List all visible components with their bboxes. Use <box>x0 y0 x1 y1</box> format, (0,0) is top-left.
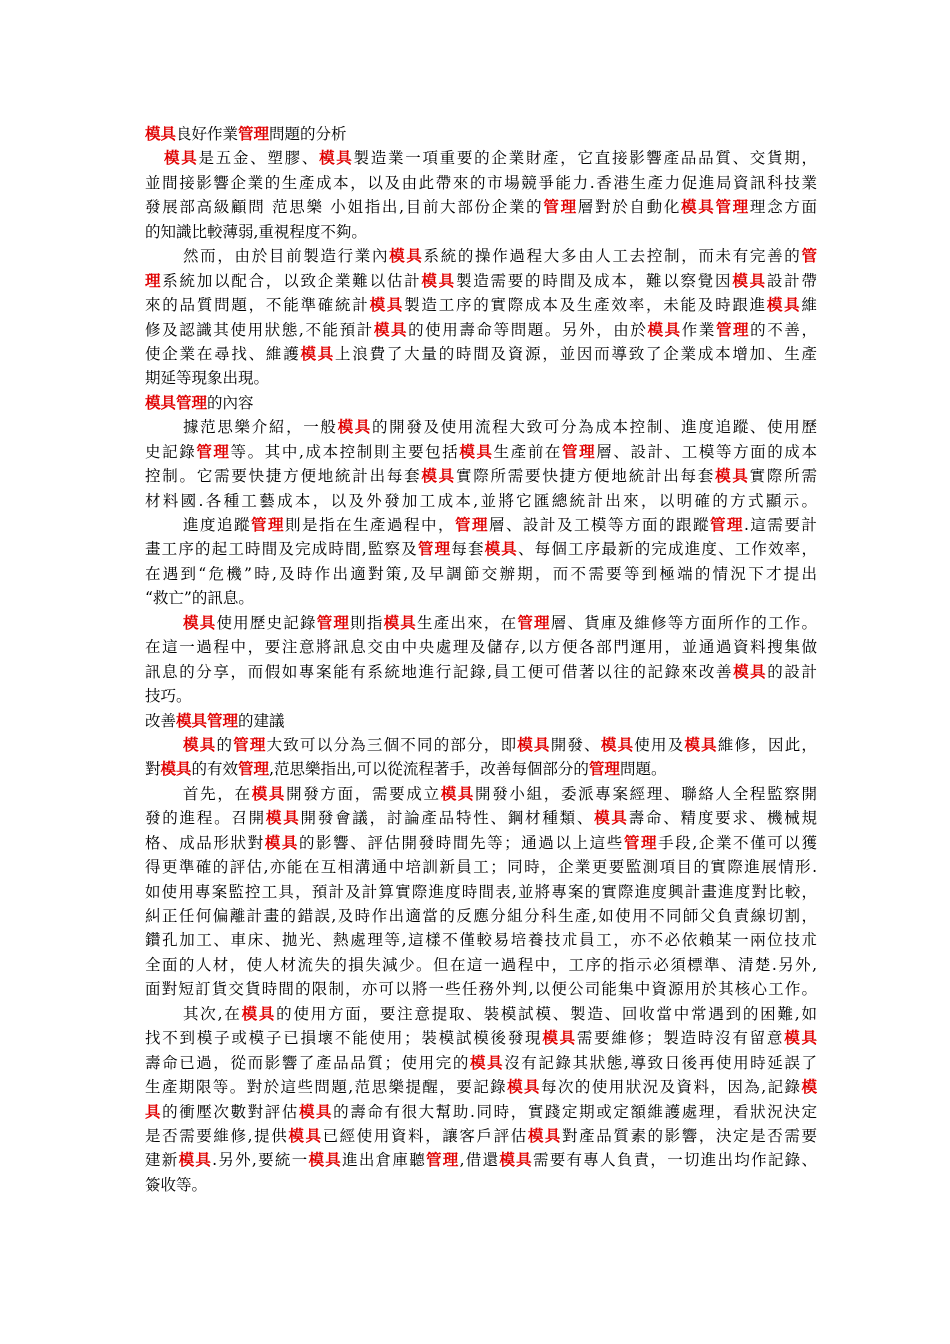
text-segment: 如使用專案監控工具，預計及計算實際進度時間表,並將專案的實際進度興計畫進度對比較， <box>145 882 817 901</box>
text-line <box>145 537 817 561</box>
text-segment: 手段,企業不僅可以獲 <box>658 833 817 852</box>
text-line <box>145 757 817 781</box>
highlighted-term: 模具 <box>160 759 192 779</box>
text-segment: 使企業在尋找、維護 <box>145 344 301 363</box>
text-segment: 發展部高級顧問 范思樂 小姐指出,目前大部份企業的 <box>145 198 544 217</box>
text-segment: 的有效 <box>191 760 239 779</box>
text-segment: 是五金、塑膠、 <box>198 149 320 168</box>
text-segment: 則指 <box>350 613 384 632</box>
highlighted-term: 模具 <box>145 124 177 143</box>
highlighted-term: 模具 <box>300 343 336 363</box>
text-segment: 據范思樂介紹，一般 <box>183 418 338 437</box>
text-segment: 對產品質素的影響，決定是否需要 <box>562 1126 817 1145</box>
text-segment: 對 <box>145 760 161 779</box>
text-segment: 層對於自動化 <box>577 198 682 217</box>
text-segment: 簽收等。 <box>145 1175 208 1194</box>
text-line <box>145 709 817 733</box>
highlighted-term: 管理 <box>588 759 620 779</box>
highlighted-term: 模具 <box>373 319 409 339</box>
text-segment: 修及認識其使用狀態,不能預計 <box>145 320 374 339</box>
highlighted-term: 模具管理 <box>145 392 208 412</box>
text-line <box>145 440 817 464</box>
text-segment: 然而，由於目前製造行業內 <box>183 247 390 266</box>
text-line <box>145 244 817 268</box>
text-segment: 鑽孔加工、車床、拋光、熱處理等,這樣不僅較易培養技朮員工，亦不必依賴某一兩位技朮 <box>145 931 817 950</box>
highlighted-term: 管理 <box>562 441 597 461</box>
text-segment: 史記錄 <box>145 442 197 461</box>
highlighted-term: 模具 <box>542 1028 577 1048</box>
text-segment: 面對短訂貨交貨時間的限制，亦可以將一些任務外判,以便公司能集中資源用於其核心工作。 <box>145 980 817 999</box>
text-segment: 在遇到“危機”時,及時作出適對策,及早調節交辦期，而不需要等到極端的情況下才提出 <box>145 564 817 583</box>
text-line <box>145 269 817 293</box>
text-segment: 的使用壽命等問題。另外，由於 <box>408 320 648 339</box>
highlighted-term: 模具 <box>517 734 551 754</box>
text-segment: 層、設計、工模等方面的成本 <box>596 442 817 461</box>
text-segment: 系統加以配合，以致企業難以估計 <box>162 271 422 290</box>
text-segment: 格、成品形狀對 <box>145 833 265 852</box>
text-segment: 已經使用資料，讓客戶評估 <box>322 1126 528 1145</box>
highlighted-term: 模具 <box>178 1150 213 1170</box>
text-segment: 的壽命有很大幫助.同時，實踐定期或定額維護處理，看狀況決定 <box>333 1102 817 1121</box>
text-line <box>145 782 817 806</box>
highlighted-term: 模具 <box>527 1125 563 1145</box>
text-segment: 、每個工序最新的完成進度、工作效率， <box>517 540 817 559</box>
highlighted-term: 管理 <box>715 319 751 339</box>
text-segment: 製造需要的時間及成本，難以察覺因 <box>455 271 733 290</box>
text-segment: 其次,在 <box>183 1004 242 1023</box>
text-segment: 良好作業 <box>176 125 239 143</box>
highlighted-term: 模具 <box>421 466 456 486</box>
text-line <box>145 586 817 610</box>
text-segment: 問題。 <box>619 760 667 779</box>
text-segment: 找不到模子或模子已損壞不能使用；裝模試模後發現 <box>145 1029 543 1048</box>
text-segment: 維修，因此， <box>717 735 817 754</box>
text-line <box>145 464 817 488</box>
highlighted-term: 模具 <box>732 270 767 290</box>
highlighted-term: 模具 <box>469 1052 505 1072</box>
text-segment: 期延等現象出現。 <box>145 369 270 388</box>
text-segment: 的設計 <box>767 662 817 681</box>
highlighted-term: 模具 <box>298 1101 334 1121</box>
highlighted-term: 管理 <box>238 759 270 779</box>
text-segment: 問題的分析 <box>269 125 347 143</box>
text-segment: 實際所需要快捷方便地統計出每套 <box>455 467 716 486</box>
text-segment: ,借還 <box>459 1151 500 1170</box>
highlighted-term: 模具 <box>251 783 287 803</box>
text-line <box>145 831 817 855</box>
text-segment: 需要有專人負責，一切進出均作記錄、 <box>532 1151 817 1170</box>
text-segment: 使用歷史記錄 <box>216 613 317 632</box>
text-segment: 全面的人材，使人材流失的損失減少。但在這一過程中，工序的指示必須標準、清楚.另外, <box>145 955 817 974</box>
text-segment: 糾正任何偏離計畫的錯誤,及時作出適當的反應分組分科生產,如使用不同師父負責線切割， <box>145 907 817 925</box>
text-segment: 的使用方面，要注意提取、裝模試模、製造、回收當中常遇到的困難,如 <box>276 1004 817 1023</box>
highlighted-term: 模具 <box>264 832 299 852</box>
document-page <box>145 122 817 1197</box>
text-line <box>145 122 817 146</box>
text-line <box>145 1051 817 1075</box>
highlighted-term: 模具 <box>459 441 494 461</box>
text-segment: 則是指在生產過程中， <box>285 516 455 534</box>
text-segment: 進出倉庫聽 <box>342 1151 426 1170</box>
text-segment: 每套 <box>451 540 485 559</box>
text-line <box>145 293 817 317</box>
highlighted-term: 模具 <box>733 661 768 681</box>
highlighted-term: 模具 <box>684 734 718 754</box>
text-segment: 進度追蹤 <box>183 516 251 534</box>
text-line <box>145 562 817 586</box>
highlighted-term: 管 <box>801 246 817 266</box>
highlighted-term: 管理 <box>623 832 659 852</box>
text-line <box>145 366 817 390</box>
highlighted-term: 模具 <box>507 1077 541 1097</box>
text-segment: 建新 <box>145 1151 179 1170</box>
text-line <box>145 195 817 219</box>
text-line <box>145 660 817 684</box>
highlighted-term: 模具 <box>600 734 635 754</box>
text-line <box>145 855 817 879</box>
highlighted-term: 管理 <box>543 197 578 217</box>
highlighted-term: 模具 <box>164 148 199 168</box>
text-segment: 製造工序的實際成本及生產效率，未能及時跟進 <box>404 296 767 315</box>
text-line <box>145 684 817 708</box>
text-segment: 材料國.各種工藝成本，以及外發加工成本,並將它匯總統計出來，以明確的方式顯示。 <box>145 491 817 510</box>
text-line <box>145 1026 817 1050</box>
text-segment: 等。其中,成本控制則主要包括 <box>230 442 460 461</box>
highlighted-term: 模具 <box>383 612 418 632</box>
text-segment: 的 <box>216 735 234 754</box>
text-segment: 生產期限等。對於這些問題,范思樂提醒，要記錄 <box>145 1078 508 1097</box>
text-segment: 的不善， <box>750 320 817 339</box>
highlighted-term: 模具 <box>784 1028 817 1048</box>
text-segment: .這需要計 <box>744 516 817 534</box>
text-line <box>145 977 817 1001</box>
text-line <box>145 146 817 170</box>
text-segment: 訊息的分享，而假如專案能有系統地進行記錄,員工便可借著以往的記錄來改善 <box>145 662 734 681</box>
highlighted-term: 管理 <box>251 515 285 534</box>
text-segment: 壽命已過，從而影響了產品品質；使用完的 <box>145 1053 470 1072</box>
text-segment: 技巧。 <box>145 687 192 706</box>
text-line <box>145 1148 817 1172</box>
highlighted-term: 模具 <box>421 270 456 290</box>
text-segment: 製造業一項重要的企業財產，它直接影響產品品質、交貨期， <box>353 149 817 168</box>
text-line <box>145 635 817 659</box>
text-segment: 得更準確的評估,亦能在互相溝通中培訓新員工；同時，企業更要監測項目的實際進展情形. <box>145 858 817 877</box>
text-line <box>145 928 817 952</box>
text-segment: 的內容 <box>207 393 254 412</box>
text-segment: 的影響、評估開發時間先等；通過以上這些 <box>298 833 624 852</box>
text-segment: 發的進程。召開 <box>145 809 266 828</box>
text-segment: 並間接影響企業的生產成本，以及由此帶來的市場競爭能力.香港生產力促進局資訊科技業 <box>145 173 817 192</box>
text-line <box>145 1075 817 1099</box>
text-line <box>145 513 817 537</box>
highlighted-term: 模具 <box>241 1003 277 1023</box>
text-segment: 實際所需 <box>749 467 817 486</box>
text-line <box>145 1124 817 1148</box>
text-line <box>145 220 817 244</box>
highlighted-term: 管理 <box>196 441 231 461</box>
text-line <box>145 733 817 757</box>
text-segment: .另外,要統一 <box>212 1151 309 1170</box>
text-line <box>145 1173 817 1197</box>
highlighted-term: 模具 <box>265 808 301 828</box>
text-segment: 生產前在 <box>493 442 563 461</box>
text-segment: 層、貨庫及維修等方面所作的工作。 <box>550 613 817 632</box>
text-segment: 需要維修；製造時沒有留意 <box>576 1029 785 1048</box>
text-segment: ,范思樂指出,可以從流程著手，改善每個部分的 <box>269 760 589 779</box>
text-segment: 使用及 <box>634 735 685 754</box>
text-segment: 作業 <box>681 320 716 339</box>
text-line <box>145 342 817 366</box>
highlighted-term: 模具 <box>319 148 354 168</box>
text-segment: 改善 <box>145 711 177 730</box>
text-line <box>145 489 817 513</box>
highlighted-term: 模具 <box>715 466 750 486</box>
text-segment: 理念方面 <box>749 198 817 217</box>
text-line <box>145 318 817 342</box>
text-line <box>145 904 817 928</box>
text-segment: 設計帶 <box>766 271 817 290</box>
text-segment: 在這一過程中，要注意將訊息交由中央處理及儲存,以方便各部門運用，並通過資料搜集做 <box>145 638 817 657</box>
text-line <box>145 1002 817 1026</box>
highlighted-term: 模具 <box>183 734 217 754</box>
highlighted-term: 模具 <box>183 612 217 632</box>
highlighted-term: 模具 <box>440 783 476 803</box>
highlighted-term: 管理 <box>417 539 452 559</box>
highlighted-term: 管理 <box>517 612 551 632</box>
highlighted-term: 模具 <box>647 319 682 339</box>
text-segment: 來的品質問題，不能準確統計 <box>145 296 370 315</box>
text-segment: 系統的操作過程大多由人工去控制，而未有完善的 <box>423 247 802 266</box>
text-segment: 的建議 <box>238 711 285 730</box>
highlighted-term: 管理 <box>710 515 744 534</box>
highlighted-term: 管理 <box>455 515 489 534</box>
text-line <box>145 391 817 415</box>
highlighted-term: 模具 <box>499 1150 533 1170</box>
highlighted-term: 模具 <box>369 295 405 315</box>
highlighted-term: 模具 <box>484 539 518 559</box>
highlighted-term: 模具 <box>288 1125 323 1145</box>
text-segment: 開發小組，委派專案經理、聯絡人全程監察開 <box>475 784 817 803</box>
text-segment: 開發方面，需要成立 <box>286 784 441 803</box>
highlighted-term: 模 <box>801 1077 817 1097</box>
text-segment: 生產出來，在 <box>417 613 518 632</box>
text-segment: 的知識比較薄弱,重視程度不夠。 <box>145 222 367 241</box>
text-segment: 開發、 <box>550 735 601 754</box>
text-segment: 畫工序的起工時間及完成時間,監察及 <box>145 540 418 559</box>
highlighted-term: 模具 <box>308 1150 343 1170</box>
text-segment: 控制。它需要快捷方便地統計出每套 <box>145 467 422 486</box>
highlighted-term: 模具管理 <box>681 197 750 217</box>
text-line <box>145 611 817 635</box>
highlighted-term: 管理 <box>233 734 267 754</box>
text-line <box>145 880 817 904</box>
text-segment: 是否需要維修,提供 <box>145 1126 289 1145</box>
text-segment: 的衝壓次數對評估 <box>162 1102 299 1121</box>
highlighted-term: 模具 <box>337 417 372 437</box>
text-line <box>145 171 817 195</box>
text-segment: 維 <box>801 296 817 315</box>
highlighted-term: 管理 <box>426 1150 460 1170</box>
text-segment: 開發會議，討論產品特性、鋼材種類、 <box>300 809 595 828</box>
text-line <box>145 1100 817 1124</box>
text-segment: 首先，在 <box>183 784 252 803</box>
highlighted-term: 模具 <box>766 295 802 315</box>
text-segment: 壽命、精度要求、機械規 <box>628 809 817 828</box>
highlighted-term: 理 <box>145 270 163 290</box>
text-segment: 的開發及使用流程大致可分為成本控制、進度追蹤、使用歷 <box>371 418 817 437</box>
text-line <box>145 953 817 977</box>
text-segment: 每次的使用狀況及資料，因為,記錄 <box>541 1078 802 1097</box>
text-segment: 大致可以分為三個不同的部分，即 <box>266 735 518 754</box>
highlighted-term: 模具管理 <box>176 710 239 730</box>
highlighted-term: 模具 <box>594 808 629 828</box>
highlighted-term: 具 <box>145 1101 163 1121</box>
text-segment: “救亡”的訊息。 <box>145 589 254 608</box>
text-segment: 沒有記錄其狀態,導致日後再使用時延誤了 <box>504 1053 817 1072</box>
text-line <box>145 806 817 830</box>
text-segment: 上浪費了大量的時間及資源，並因而導致了企業成本增加、生產 <box>335 344 817 363</box>
text-segment: 層、設計及工模等方面的跟蹤 <box>489 516 710 534</box>
text-line <box>145 415 817 439</box>
highlighted-term: 模具 <box>389 246 424 266</box>
highlighted-term: 管理 <box>316 612 351 632</box>
highlighted-term: 管理 <box>238 124 270 143</box>
